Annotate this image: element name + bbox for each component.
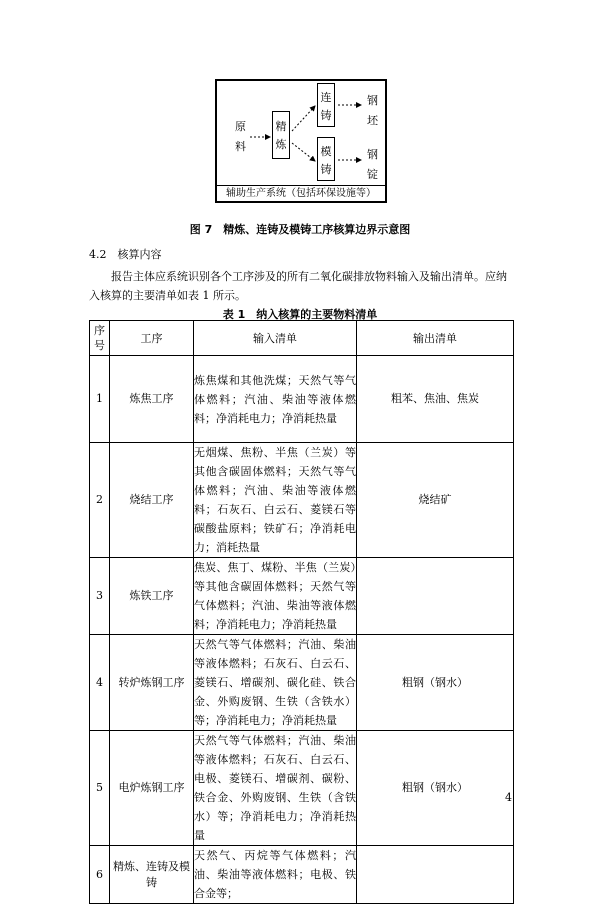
billet-label: 钢坯 bbox=[367, 94, 378, 127]
row-input: 天然气等气体燃料；汽油、柴油等液体燃料；石灰石、白云石、菱镁石、增碳剂、碳化硅、铁合金、外购废钢、生铁（含铁水）等；净消耗电力；净消耗热量 bbox=[194, 635, 357, 731]
row-output: 烧结矿 bbox=[357, 443, 514, 558]
arrow-refining-to-continuous bbox=[292, 106, 315, 131]
table-title: 表 1 纳入核算的主要物料清单 bbox=[222, 308, 378, 321]
raw-material-label: 原料 bbox=[235, 120, 246, 153]
row-process: 烧结工序 bbox=[110, 443, 194, 558]
table-row bbox=[90, 731, 514, 846]
body-paragraph: 报告主体应系统识别各个工序涉及的所有二氧化碳排放物料输入及输出清单。应纳入核算的主要清单如表 1 所示。 bbox=[89, 270, 507, 302]
row-no: 1 bbox=[90, 356, 110, 443]
boundary-diagram bbox=[215, 79, 387, 203]
row-input: 无烟煤、焦粉、半焦（兰炭）等其他含碳固体燃料；天然气等气体燃料；汽油、柴油等液体燃料；石灰石、白云石、菱镁石等碳酸盐原料；铁矿石；净消耗电力；消耗热量 bbox=[194, 443, 357, 558]
table-row bbox=[90, 356, 514, 443]
row-output: 粗钢（钢水） bbox=[357, 731, 514, 846]
section-heading: 4.2 核算内容 bbox=[89, 248, 162, 261]
row-output: 粗钢（钢水） bbox=[357, 635, 514, 731]
table-row bbox=[90, 846, 514, 904]
header-input: 输入清单 bbox=[194, 321, 357, 356]
row-process: 电炉炼钢工序 bbox=[110, 731, 194, 846]
table-row bbox=[90, 558, 514, 635]
page-number: 4 bbox=[505, 791, 512, 804]
row-input: 焦炭、焦丁、煤粉、半焦（兰炭）等其他含碳固体燃料；天然气等气体燃料；汽油、柴油等液体燃料；净消耗电力；净消耗热量 bbox=[194, 558, 357, 635]
row-process: 炼铁工序 bbox=[110, 558, 194, 635]
row-output bbox=[357, 558, 514, 635]
row-input: 天然气等气体燃料；汽油、柴油等液体燃料；石灰石、白云石、电极、菱镁石、增碳剂、碳粉、铁合金、外购废钢、生铁（含铁水）等；净消耗电力；净消耗热量 bbox=[194, 731, 357, 846]
row-no: 3 bbox=[90, 558, 110, 635]
figure-caption: 图 7 精炼、连铸及模铸工序核算边界示意图 bbox=[189, 223, 411, 236]
table-row bbox=[90, 635, 514, 731]
header-output: 输出清单 bbox=[357, 321, 514, 356]
table-header-row bbox=[90, 321, 514, 356]
row-process: 炼焦工序 bbox=[110, 356, 194, 443]
row-no: 6 bbox=[90, 846, 110, 904]
row-no: 4 bbox=[90, 635, 110, 731]
continuous-casting-label: 连铸 bbox=[320, 91, 332, 122]
row-output bbox=[357, 846, 514, 904]
ingot-label: 钢锭 bbox=[367, 148, 378, 181]
material-table bbox=[89, 320, 514, 904]
die-casting-label: 模铸 bbox=[320, 145, 332, 176]
auxiliary-label: 辅助生产系统（包括环保设施等） bbox=[226, 188, 376, 199]
arrow-refining-to-die bbox=[292, 143, 315, 161]
auxiliary-box bbox=[217, 185, 385, 202]
row-input: 炼焦煤和其他洗煤；天然气等气体燃料；汽油、柴油等液体燃料；净消耗电力；净消耗热量 bbox=[194, 356, 357, 443]
row-no: 2 bbox=[90, 443, 110, 558]
row-process: 转炉炼钢工序 bbox=[110, 635, 194, 731]
row-no: 5 bbox=[90, 731, 110, 846]
table-row bbox=[90, 443, 514, 558]
row-output: 粗苯、焦油、焦炭 bbox=[357, 356, 514, 443]
refining-label: 精炼 bbox=[275, 120, 287, 151]
refining-box bbox=[272, 111, 290, 159]
row-process: 精炼、连铸及模铸 bbox=[110, 846, 194, 904]
header-no: 序号 bbox=[90, 321, 110, 356]
die-casting-box bbox=[317, 137, 335, 181]
continuous-casting-box bbox=[317, 83, 335, 127]
row-input: 天然气、丙烷等气体燃料；汽油、柴油等液体燃料；电极、铁合金等； bbox=[194, 846, 357, 904]
header-process: 工序 bbox=[110, 321, 194, 356]
